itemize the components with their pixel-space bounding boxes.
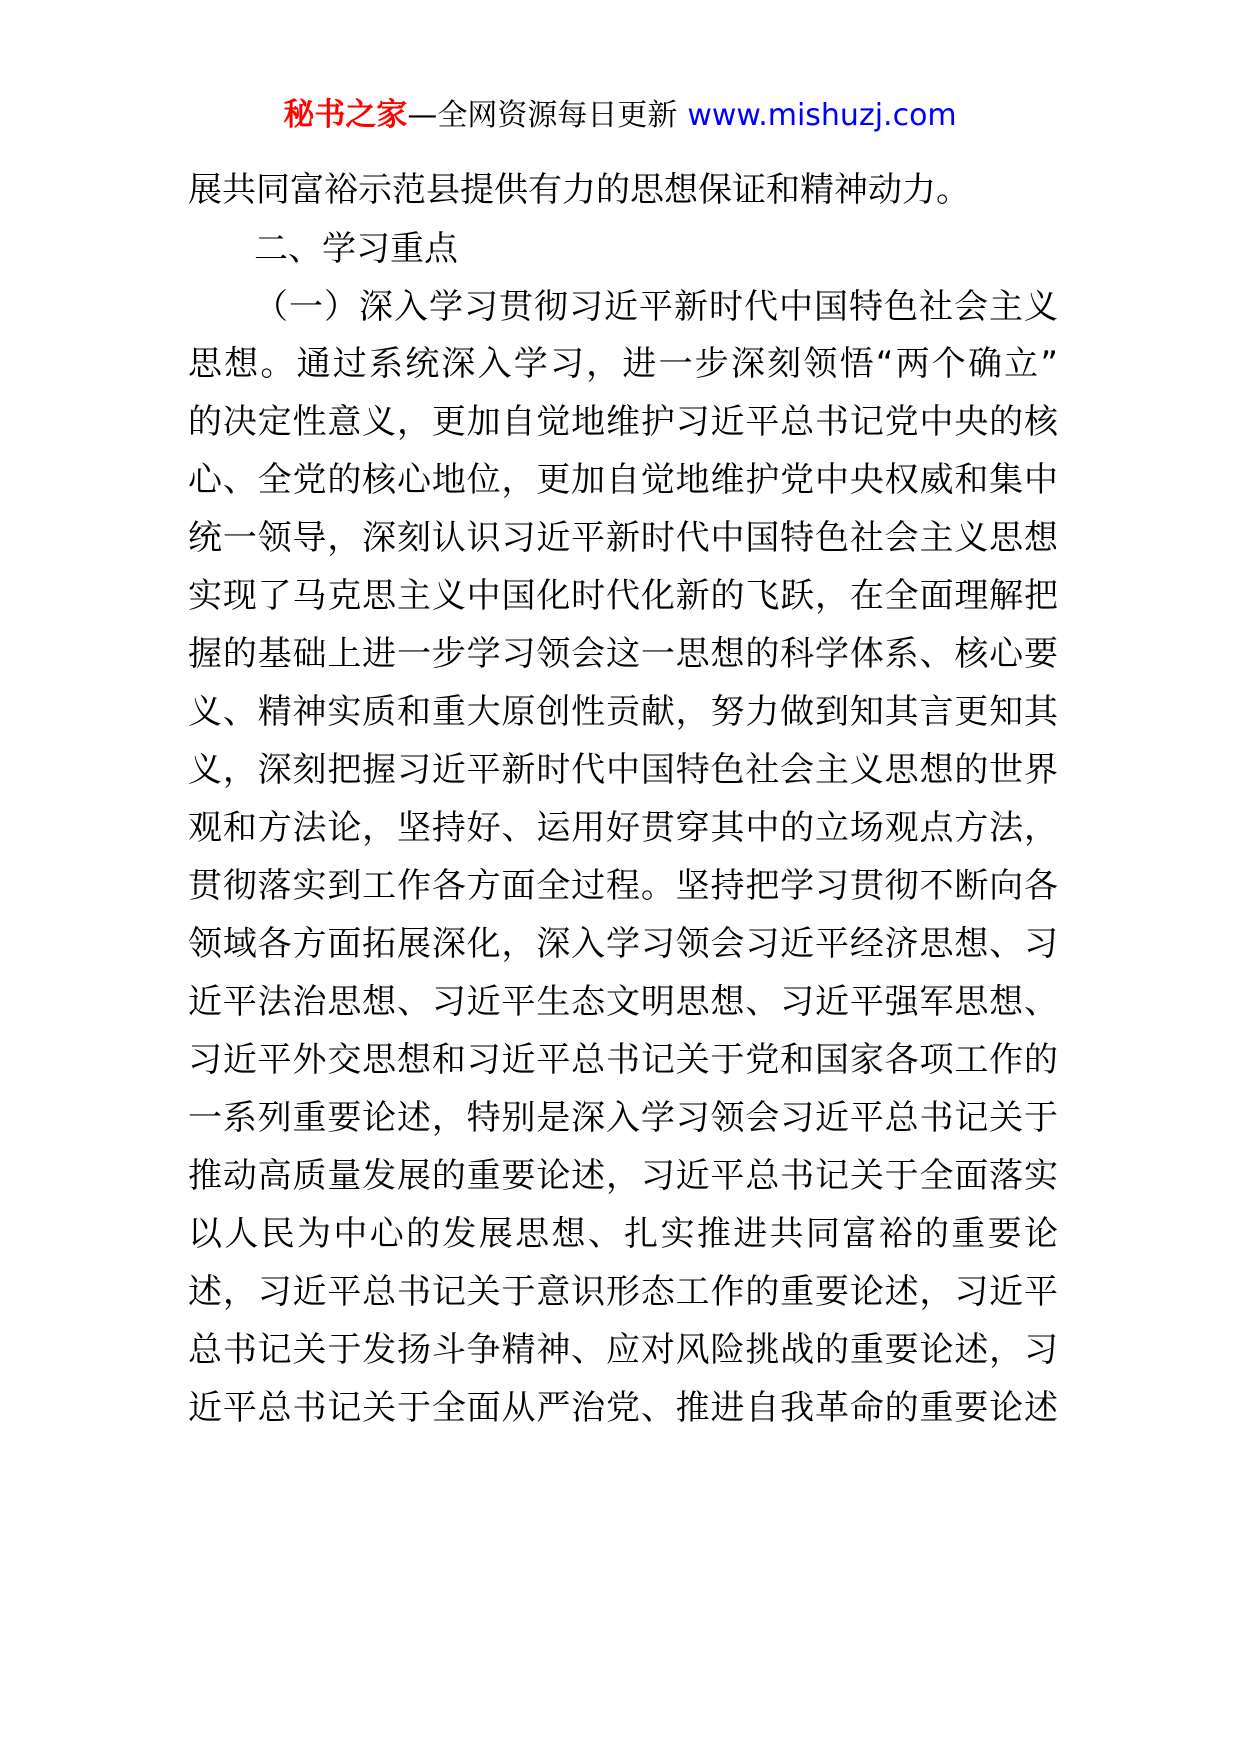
body-line: 握的基础上进一步学习领会这一思想的科学体系、核心要 [188, 634, 1058, 674]
body-line: 的决定性意义，更加自觉地维护习近平总书记党中央的核 [188, 402, 1058, 442]
body-line: 一系列重要论述，特别是深入学习领会习近平总书记关于 [188, 1098, 1058, 1138]
body-line: 领域各方面拓展深化，深入学习领会习近平经济思想、习 [188, 924, 1058, 964]
body-line: 思想。通过系统深入学习，进一步深刻领悟“两个确立” [188, 344, 1058, 384]
section-heading: 二、学习重点 [254, 229, 458, 269]
body-line: 习近平外交思想和习近平总书记关于党和国家各项工作的 [188, 1040, 1058, 1080]
page-header [0, 92, 1240, 138]
body-line: 义，深刻把握习近平新时代中国特色社会主义思想的世界 [188, 750, 1058, 790]
subsection-heading-line: （一）深入学习贯彻习近平新时代中国特色社会主义 [254, 287, 1058, 327]
header-tagline: —全网资源每日更新 [407, 98, 678, 133]
body-line: 心、全党的核心地位，更加自觉地维护党中央权威和集中 [188, 460, 1058, 500]
body-line: 近平总书记关于全面从严治党、推进自我革命的重要论述 [188, 1388, 1058, 1428]
body-line: 统一领导，深刻认识习近平新时代中国特色社会主义思想 [188, 518, 1058, 558]
brand-name: 秘书之家 [283, 97, 408, 133]
body-line: 实现了马克思主义中国化时代化新的飞跃，在全面理解把 [188, 576, 1058, 616]
body-line: 观和方法论，坚持好、运用好贯穿其中的立场观点方法， [188, 808, 1058, 848]
body-line: 义、精神实质和重大原创性贡献，努力做到知其言更知其 [188, 692, 1058, 732]
body-line: 推动高质量发展的重要论述，习近平总书记关于全面落实 [188, 1156, 1058, 1196]
body-line: 贯彻落实到工作各方面全过程。坚持把学习贯彻不断向各 [188, 866, 1058, 906]
body-line: 展共同富裕示范县提供有力的思想保证和精神动力。 [188, 170, 970, 210]
body-line: 以人民为中心的发展思想、扎实推进共同富裕的重要论 [188, 1214, 1058, 1254]
site-url-link[interactable]: www.mishuzj.com [687, 98, 957, 133]
body-line: 总书记关于发扬斗争精神、应对风险挑战的重要论述，习 [188, 1330, 1058, 1370]
body-line: 述，习近平总书记关于意识形态工作的重要论述，习近平 [188, 1272, 1058, 1312]
body-line: 近平法治思想、习近平生态文明思想、习近平强军思想、 [188, 982, 1058, 1022]
